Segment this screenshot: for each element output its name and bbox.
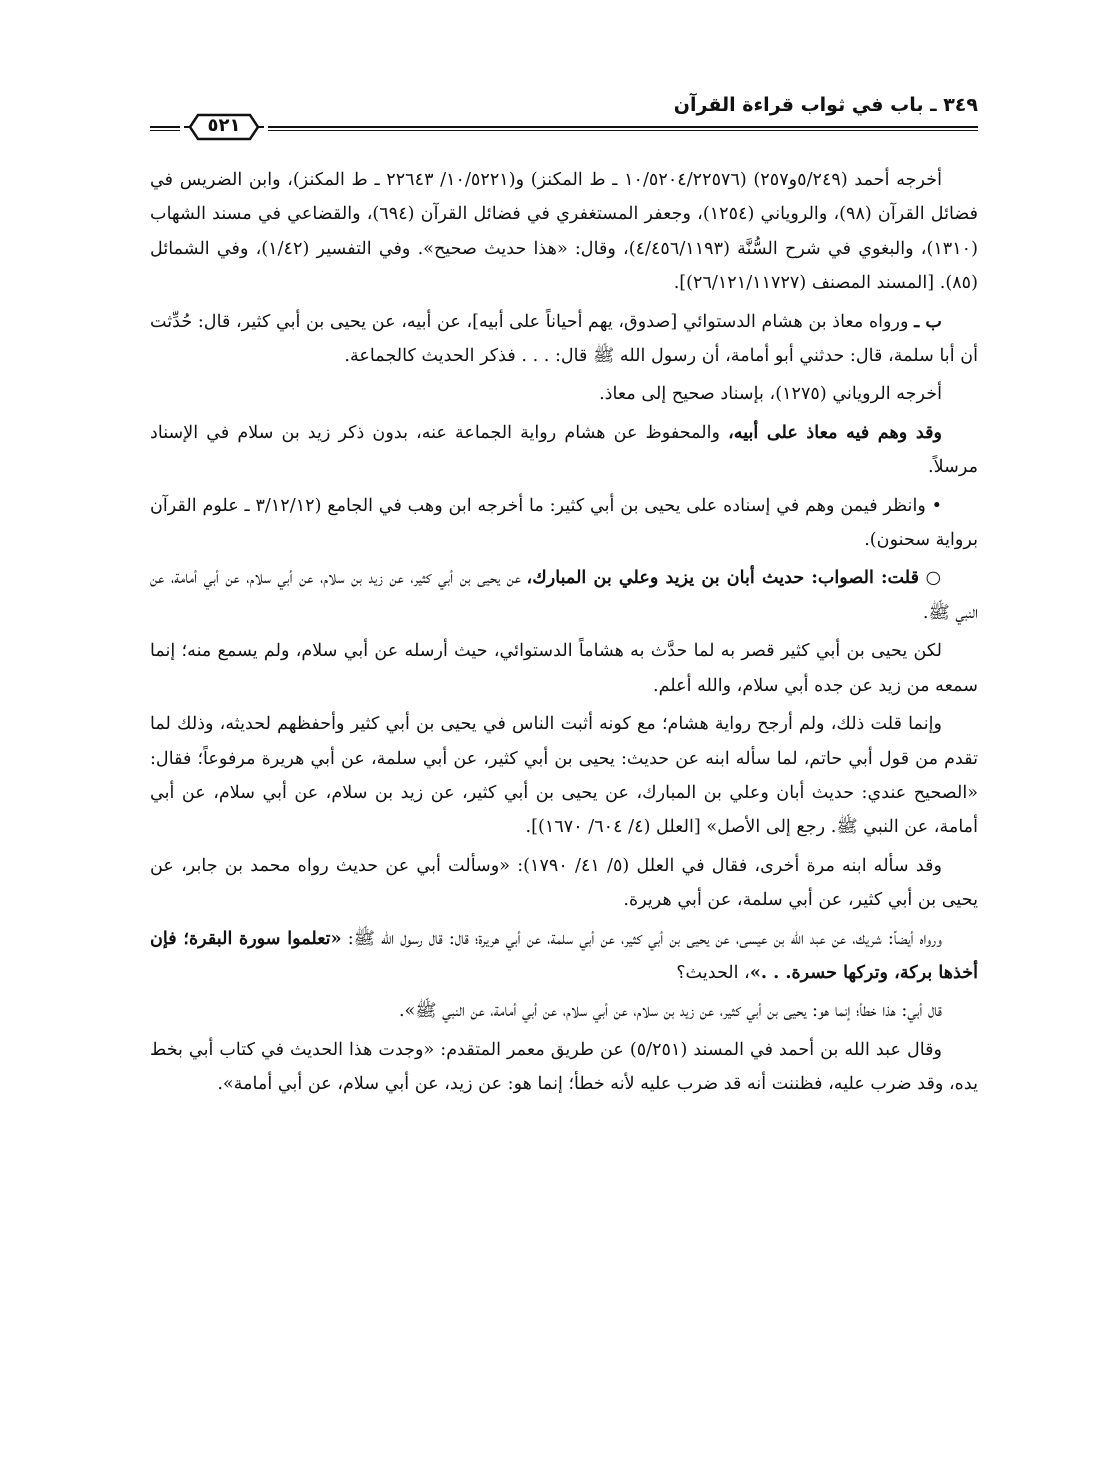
paragraph: [150, 561, 978, 630]
page-number: ٥٢١: [207, 115, 241, 136]
bold-text-run: «تعلموا سورة البقرة؛ فإن أخذها بركة، وتركها حسرة. . .»: [150, 927, 978, 983]
bold-text-run: ب ـ: [914, 310, 942, 332]
paragraph: [150, 163, 978, 301]
paragraph: [150, 994, 978, 1028]
text-run: وقد سأله ابنه مرة أخرى، فقال في العلل (٥/ ٤١/ ١٧٩٠): «وسألت أبي عن حديث رواه محمد بن جابر، عن يحيى بن أبي كثير، عن أبي سلمة، عن أبي هريرة.: [150, 855, 978, 911]
header-rule-tail: [150, 126, 180, 131]
bold-text-run: وقد وهم فيه معاذ على أبيه،: [728, 421, 942, 443]
chapter-title: ٣٤٩ ـ باب في ثواب قراءة القرآن: [673, 94, 978, 116]
text-run: لكن يحيى بن أبي كثير قصر به لما حدَّث به هشاماً الدستوائي، حيث أرسله عن أبي سلام، ولم يسمع منه؛ إنما سمعه من زيد عن جده أبي سلام، والله أعلم.: [150, 641, 978, 696]
paragraph: [150, 634, 978, 703]
paragraph: [150, 416, 978, 485]
text-run: قال أبي: هذا خطأ؛ إنما هو: يحيى بن أبي كثير، عن زيد بن سلام، عن أبي سلام، عن أبي أمامة، عن النبي ﷺ».: [398, 1001, 942, 1022]
paragraph: [150, 707, 978, 845]
bold-text-run: قلت: الصواب: حديث أبان بن يزيد وعلي بن المبارك،: [526, 567, 920, 589]
paragraph: [150, 377, 978, 411]
paragraph: [150, 922, 978, 991]
paragraph: [150, 849, 978, 918]
paragraph: [150, 1033, 978, 1102]
page-number-ornament: [184, 110, 264, 144]
text-run: ، الحديث؟: [676, 962, 750, 983]
text-run: ورواه معاذ بن هشام الدستوائي [صدوق، يهم أحياناً على أبيه]، عن أبيه، عن يحيى بن أبي كثير، قال: حُدِّثت أن أبا سلمة، قال: حدثني أبو أمامة، أن رسول الله ﷺ قال: . . . فذكر الحديث كالجماعة.: [150, 311, 978, 367]
text-run: ○: [919, 568, 942, 589]
text-run: • وانظر فيمن وهم في إسناده على يحيى بن أبي كثير: ما أخرجه ابن وهب في الجامع (٣/١٢/١٢ ـ علوم القرآن برواية سحنون).: [150, 495, 978, 551]
text-run: وإنما قلت ذلك، ولم أرجح رواية هشام؛ مع كونه أثبت الناس في يحيى بن أبي كثير وأحفظهم لحديثه، وذلك لما تقدم من قول أبي حاتم، لما سأله ابنه عن حديث: يحيى بن أبي كثير، عن أبي سلمة، عن أبي هريرة مرفوعاً؛ فقال: «الصحيح عندي: حديث أبان وعلي بن المبارك، عن يحيى بن أبي كثير، عن زيد بن سلام، عن أبي سلام، عن أبي أمامة، عن النبي ﷺ. رجع إلى الأصل» [العلل (٤/ ٦٠٤/ ١٦٧٠)].: [150, 714, 978, 838]
text-run: أخرجه أحمد (٥/٢٤٩و٢٥٧) (١٠/٥٢٠٤/٢٢٥٧٦ ـ ط المكنز) و(١٠/٥٢٢١/ ٢٢٦٤٣ ـ ط المكنز)، وابن الضريس في فضائل القرآن (٩٨)، والروياني (١٢٥٤)، وجعفر المستغفري في فضائل القرآن (٦٩٤)، والقضاعي في مسند الشهاب (١٣١٠)، والبغوي في شرح السُّنَّة (٤/٤٥٦/١١٩٣)، وقال: «هذا حديث صحيح». وفي التفسير (١/٤٢)، وفي الشمائل (٨٥). [المسند المصنف (٢٦/١٢١/١١٧٢٧)].: [150, 170, 979, 294]
main-text: [150, 163, 978, 1106]
text-run: وقال عبد الله بن أحمد في المسند (٥/٢٥١) عن طريق معمر المتقدم: «وجدت هذا الحديث في كتاب أبي بخط يده، وقد ضرب عليه، فظننت أنه قد ضرب عليه لأنه خطأ؛ إنما هو: عن زيد، عن أبي سلام، عن أبي أمامة».: [150, 1039, 978, 1095]
text-run: أخرجه الروياني (١٢٧٥)، بإسناد صحيح إلى معاذ.: [599, 384, 942, 405]
paragraph: [150, 305, 978, 374]
header-rule: [268, 126, 978, 131]
text-run: والمحفوظ عن هشام رواية الجماعة عنه، بدون ذكر زيد بن سلام في الإسناد مرسلاً.: [150, 422, 978, 478]
text-run: عن يحيى بن أبي كثير، عن زيد بن سلام، عن أبي سلام، عن أبي أمامة، عن النبي ﷺ.: [150, 568, 978, 623]
text-run: ورواه أيضاً: شريك، عن عبد الله بن عيسى، عن يحيى بن أبي كثير، عن أبي سلمة، عن أبي هريرة؛ قال: قال رسول الله ﷺ:: [341, 928, 942, 949]
paragraph: [150, 489, 978, 558]
running-header: [150, 92, 978, 148]
